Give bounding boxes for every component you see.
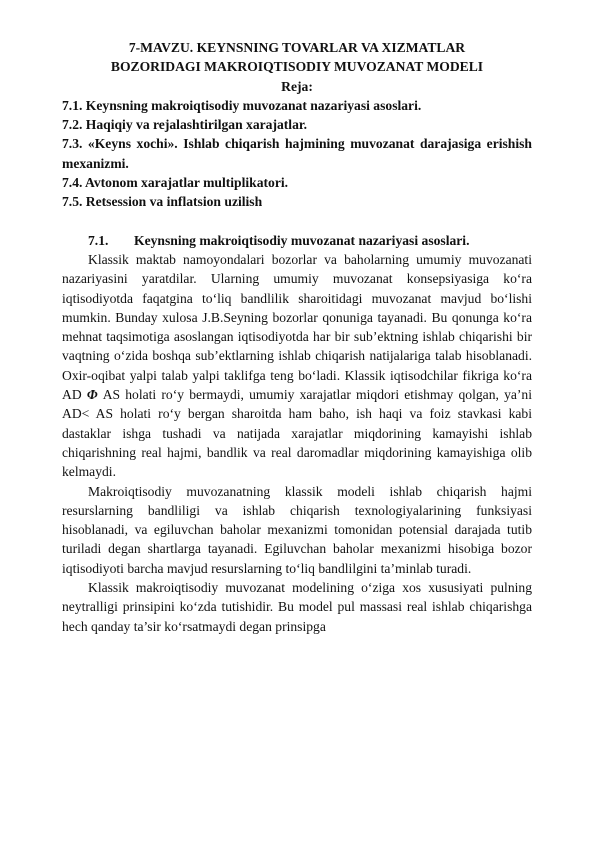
plan-item-2: 7.2. Haqiqiy va rejalashtirilgan xarajatlar.: [62, 117, 308, 133]
plan-heading: Reja:: [281, 78, 313, 94]
plan-item-1: 7.1. Keynsning makroiqtisodiy muvozanat nazariyasi asoslari.: [62, 97, 422, 113]
paragraph-1: [62, 250, 532, 482]
paragraph-2: Makroiqtisodiy muvozanatning klassik modeli ishlab chiqarish hajmi resurslarning bandliligi va ishlab chiqarish texnologiyalarining funksiyasi hisoblanadi, va egiluvchan baholar mexanizmi tomonidan potensial darajada tutib turiladi degan shartlarga tayanadi. Egiluvchan baholar mexanizmi hisobiga bozor iqtisodiyoti barcha mavjud resurslarning to‘liq bandlilgini ta’minlab turadi.: [62, 483, 532, 576]
document-title: [62, 38, 532, 77]
paragraph-3: Klassik makroiqtisodiy muvozanat modelining o‘ziga xos xususiyati pulning neytralligi prinsipini ko‘zda tutishidir. Bu model pul massasi real ishlab chiqarishga hech qanday ta’sir ko‘rsatmaydi degan prinsipga: [62, 580, 532, 634]
section-number: 7.1.: [88, 232, 109, 248]
phi-symbol: Φ: [86, 387, 98, 403]
title-line-2: BOZORIDAGI MAKROIQTISODIY MUVOZANAT MODELI: [110, 59, 484, 75]
paragraph-1-part-2: AS holati ro‘y bermaydi, umumiy xarajatlar miqdori etishmay qolgan, ya’ni AD< AS holati ro‘y bergan sharoitda ham baho, ish haqi va foiz stavkasi kabi dastaklar ishga tushadi va natijada xarajatlar miqdorining kamayishi ishlab chiqarishning real hajmi, bandlik va real daromadlar miqdorining kamayishiga olib kelmaydi.: [62, 387, 532, 480]
document-page: [62, 38, 532, 636]
plan-item-4: 7.4. Avtonom xarajatlar multiplikatori.: [62, 175, 289, 191]
plan-item-3: 7.3. «Keyns xochi». Ishlab chiqarish hajmining muvozanat darajasiga erishish mexanizmi.: [62, 136, 532, 171]
plan-item-5: 7.5. Retsession va inflatsion uzilish: [62, 194, 263, 210]
section-heading: [62, 231, 532, 250]
title-line-1: 7-MAVZU. KEYNSNING TOVARLAR VA XIZMATLAR: [128, 40, 466, 55]
paragraph-1-part-1: Klassik maktab namoyondalari bozorlar va baholarning umumiy muvozanati nazariyasini yaratdilar. Ularning umumiy muvozanat konsepsiyasiga ko‘ra iqtisodiyotda faqatgina to‘liq bandlilik sharoitidagi muvozanat mavjud bo‘lishi mumkin. Bunday xulosa J.B.Seyning bozorlar qonuniga tayanadi. Bu qonunga ko‘ra mehnat taqsimotiga asoslangan iqtisodiyotda har bir sub’ektning ishlab chiqarishi bir vaqtning o‘zida boshqa sub’ektlarning ishlab chiqarish natijalariga talab hisoblanadi. Oxir-oqibat yalpi talab yalpi taklifga teng bo‘ladi. Klassik iqtisodchilar fikriga ko‘ra AD: [62, 251, 532, 403]
section-title: Keynsning makroiqtisodiy muvozanat nazariyasi asoslari.: [134, 232, 470, 248]
